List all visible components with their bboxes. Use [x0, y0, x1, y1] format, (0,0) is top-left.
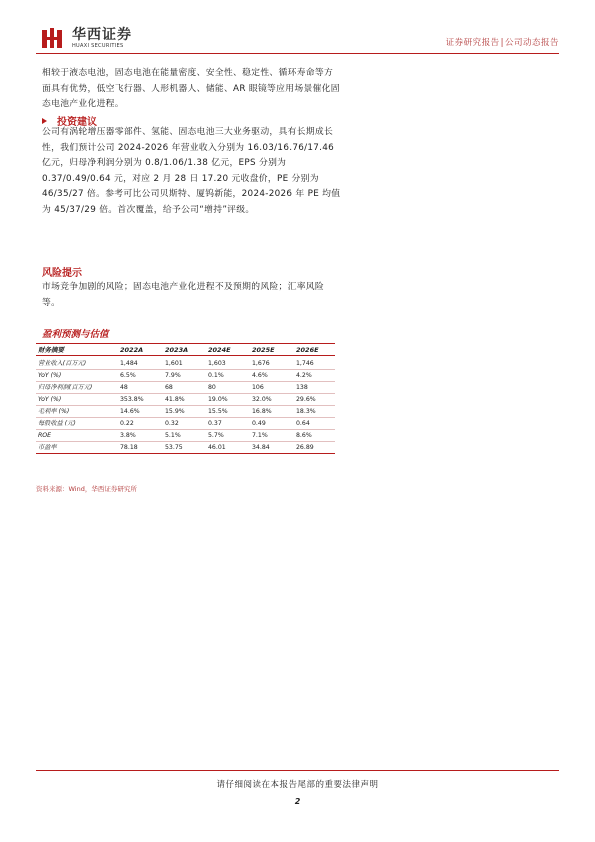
table-cell: 1,484 — [120, 360, 138, 367]
table-section-title: 盈利预测与估值 — [42, 329, 109, 340]
table-cell: 5.7% — [208, 432, 224, 439]
table-cell: 48 — [120, 384, 128, 391]
table-row — [36, 418, 335, 430]
table-cell: 19.0% — [208, 396, 228, 403]
table-cell: 34.84 — [252, 444, 270, 451]
table-cell: 18.3% — [296, 408, 316, 415]
table-source-note: 资料来源：Wind，华西证券研究所 — [36, 485, 137, 493]
table-cell: 80 — [208, 384, 216, 391]
row-label: 市盈率 — [38, 444, 57, 451]
table-cell: 0.32 — [165, 420, 179, 427]
row-label: 每股收益 (元) — [38, 420, 76, 427]
company-logo — [40, 28, 132, 50]
table-row — [36, 406, 335, 418]
row-label: YoY (%) — [38, 396, 62, 403]
huaxi-logo-icon — [40, 28, 66, 50]
page-number: 2 — [294, 797, 301, 806]
risk-paragraph: 市场竞争加剧的风险；固态电池产业化进程不及预期的风险；汇率风险等。 — [42, 282, 325, 308]
table-cell: 0.22 — [120, 420, 134, 427]
table-cell: 1,746 — [296, 360, 314, 367]
table-cell: 1,676 — [252, 360, 270, 367]
table-cell: 78.18 — [120, 444, 138, 451]
table-cell: 138 — [296, 384, 308, 391]
table-cell: 0.1% — [208, 372, 224, 379]
table-header-row — [36, 343, 335, 356]
row-label: 营业收入(百万元) — [38, 360, 87, 367]
row-label: ROE — [38, 432, 52, 439]
table-header-cell: 财务摘要 — [38, 346, 64, 354]
table-cell: 53.75 — [165, 444, 183, 451]
row-label: 毛利率 (%) — [38, 408, 70, 415]
table-cell: 5.1% — [165, 432, 181, 439]
table-cell: 16.8% — [252, 408, 272, 415]
category-left: 证券研究报告 — [445, 38, 500, 48]
page-header — [36, 28, 559, 54]
invest-paragraph: 公司有涡轮增压器零部件、氢能、固态电池三大业务驱动，具有长期成长性，我们预计公司 2024-2026 年营业收入分别为 16.03/16.76/17.46 亿元，归母净利润分别为 0.8/1.06/1.38 亿元，EPS 分别为 0.37/0.49/0.64 元，对应 2 月 28 日 17.20 元收盘价，PE 分别为 46/35/27 倍。参考可比公司贝斯特、厦钨新能，2024-2026 年 PE 均值为 45/37/29 倍。首次覆盖，给予公司“增持”评级。 — [42, 127, 341, 215]
table-cell: 0.49 — [252, 420, 266, 427]
category-separator: | — [500, 38, 504, 48]
logo-chinese-name: 华西证券 — [72, 27, 132, 43]
table-cell: 6.5% — [120, 372, 136, 379]
table-cell: 46.01 — [208, 444, 226, 451]
table-cell: 68 — [165, 384, 173, 391]
table-cell: 4.2% — [296, 372, 312, 379]
table-cell: 32.0% — [252, 396, 272, 403]
triangle-bullet-icon — [42, 118, 47, 124]
table-row — [36, 394, 335, 406]
table-cell: 353.8% — [120, 396, 144, 403]
row-label: YoY (%) — [38, 372, 62, 379]
financial-summary-table — [36, 343, 335, 454]
table-cell: 15.5% — [208, 408, 228, 415]
table-header-cell: 2025E — [252, 346, 275, 354]
table-row — [36, 358, 335, 370]
table-cell: 3.8% — [120, 432, 136, 439]
table-cell: 8.6% — [296, 432, 312, 439]
table-cell: 7.9% — [165, 372, 181, 379]
table-cell: 41.8% — [165, 396, 185, 403]
table-cell: 0.64 — [296, 420, 310, 427]
legal-notice-link[interactable]: 请仔细阅读在本报告尾部的重要法律声明 — [216, 780, 379, 790]
table-cell: 29.6% — [296, 396, 316, 403]
report-category — [446, 36, 559, 48]
table-header-cell: 2023A — [165, 346, 189, 354]
table-row — [36, 370, 335, 382]
table-header-cell: 2024E — [208, 346, 231, 354]
table-header-cell: 2022A — [120, 346, 144, 354]
table-cell: 1,603 — [208, 360, 226, 367]
table-cell: 1,601 — [165, 360, 183, 367]
table-row — [36, 382, 335, 394]
table-row — [36, 430, 335, 442]
table-cell: 4.6% — [252, 372, 268, 379]
table-row — [36, 442, 335, 454]
row-label: 归母净利润(百万元) — [38, 384, 93, 391]
risk-section-title: 风险提示 — [42, 268, 82, 279]
table-cell: 15.9% — [165, 408, 185, 415]
table-cell: 26.89 — [296, 444, 314, 451]
table-cell: 14.6% — [120, 408, 140, 415]
footer-divider — [36, 770, 559, 771]
table-cell: 0.37 — [208, 420, 222, 427]
table-cell: 106 — [252, 384, 264, 391]
logo-english-name: HUAXI SECURITIES — [72, 43, 124, 49]
category-right: 公司动态报告 — [504, 38, 559, 48]
invest-title-text: 投资建议 — [57, 117, 97, 128]
table-header-cell: 2026E — [296, 346, 319, 354]
table-cell: 7.1% — [252, 432, 268, 439]
intro-paragraph: 相较于液态电池，固态电池在能量密度、安全性、稳定性、循环寿命等方面具有优势，低空飞行器、人形机器人、储能、AR 眼镜等应用场景催化固态电池产业化进程。 — [42, 68, 340, 109]
